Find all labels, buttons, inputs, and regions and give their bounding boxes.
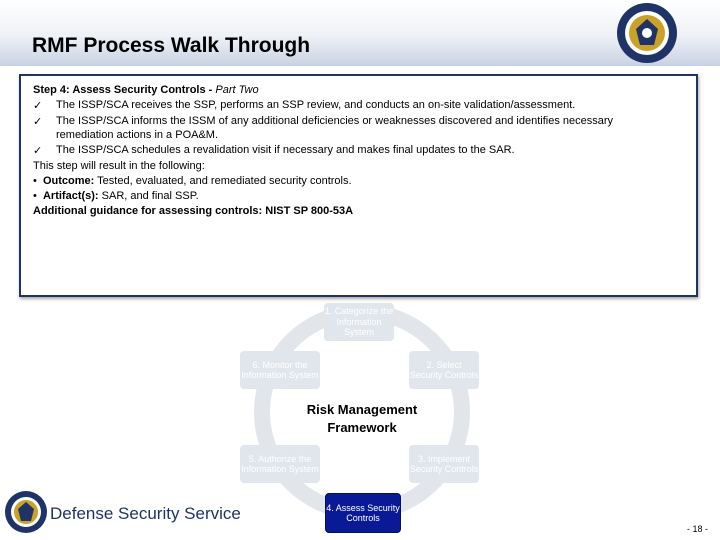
bullet-1: The ISSP/SCA receives the SSP, performs an SSP review, and conducts an on-site validation/assessment. — [56, 99, 576, 111]
rmf-step-monitor: 6. Monitor the Information System — [240, 351, 320, 389]
rmf-step-assess: 4. Assess Security Controls — [325, 493, 401, 533]
outcome-line: • Outcome: Tested, evaluated, and remediated security controls. — [33, 175, 352, 187]
guidance-line: Additional guidance for assessing controls: NIST SP 800-53A — [33, 205, 354, 217]
rmf-step-categorize: 1. Categorize the Information System — [324, 303, 394, 341]
dss-logo-text: Defense Security Service — [50, 504, 241, 523]
page-number: - 18 - — [687, 524, 709, 534]
check-icon: ✓ — [33, 145, 43, 157]
bullet-2-cont: remediation actions in a POA&M. — [56, 129, 219, 141]
step-subtitle: Part Two — [215, 84, 259, 96]
bullet-3: The ISSP/SCA schedules a revalidation visit if necessary and makes final updates to the SAR. — [56, 144, 515, 156]
rmf-step-authorize: 5. Authorize the Information System — [240, 445, 320, 483]
page-title: RMF Process Walk Through — [32, 34, 311, 57]
check-icon: ✓ — [33, 116, 43, 128]
bullet-2: The ISSP/SCA informs the ISSM of any additional deficiencies or weaknesses discovered and identifies necessary — [56, 115, 614, 127]
artifact-line: • Artifact(s): SAR, and final SSP. — [33, 190, 199, 202]
step-heading: Step 4: Assess Security Controls - Part Two — [33, 84, 259, 96]
rmf-center-label: Risk Management Framework — [306, 402, 418, 436]
header-bar — [0, 0, 720, 66]
step-details-box — [19, 74, 698, 297]
result-intro: This step will result in the following: — [33, 160, 205, 172]
rmf-step-select: 2. Select Security Controls — [409, 351, 479, 389]
rmf-step-implement: 3. Implement Security Controls — [409, 445, 479, 483]
dss-logo-icon — [4, 490, 48, 534]
check-icon: ✓ — [33, 100, 43, 112]
dss-seal-icon — [616, 2, 678, 64]
